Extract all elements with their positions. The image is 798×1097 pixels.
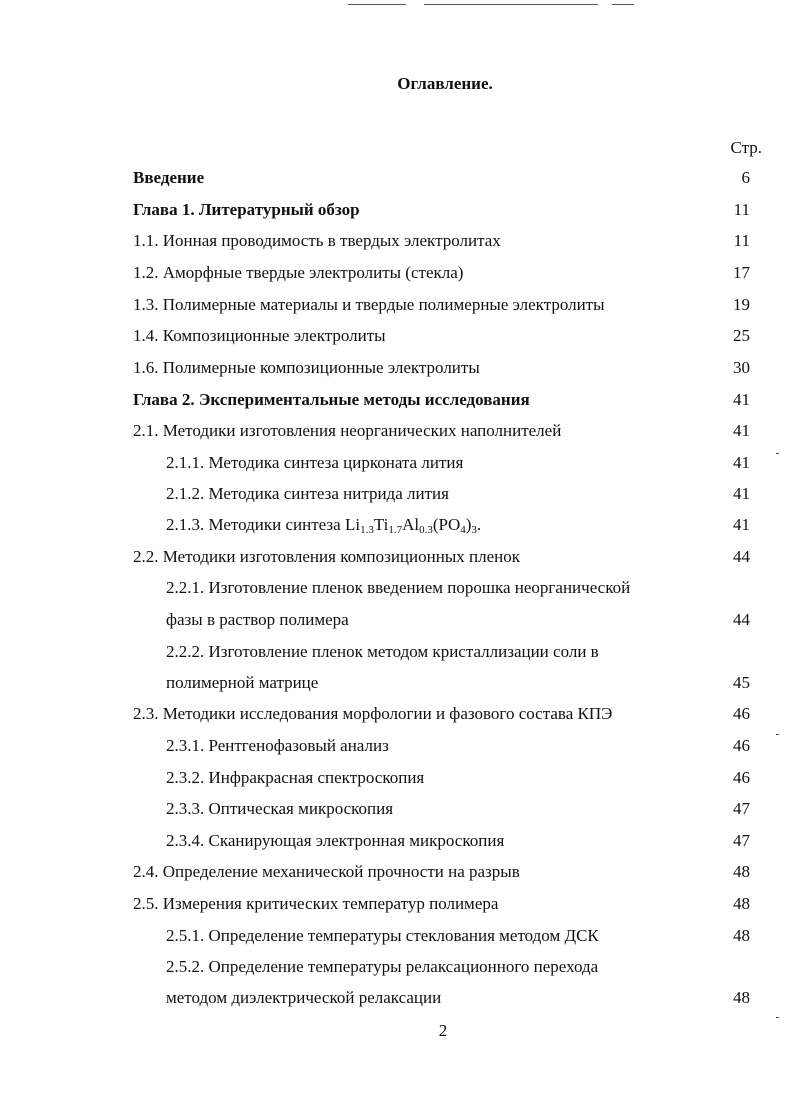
toc-entry-label: Глава 2. Экспериментальные методы исследования [133,390,530,409]
toc-entry-label: фазы в раствор полимера [166,610,349,629]
toc-entry-page: 41 [733,421,750,440]
toc-entry-label: 2.5.2. Определение температуры релаксационного перехода [166,957,599,976]
toc-entry-label: Глава 1. Литературный обзор [133,200,360,219]
toc-entry-2-2-1 [0,578,798,608]
toc-entry-page: 25 [733,326,750,345]
scan-artifact-line [348,4,406,5]
toc-entry-label: 1.1. Ионная проводимость в твердых электролитах [133,231,501,250]
toc-entry-label: методом диэлектрической релаксации [166,988,442,1007]
toc-entry-2-1-3 [0,515,798,545]
toc-entry-introduction [0,168,798,198]
toc-entry-2-2-1-continued [0,610,798,640]
toc-entry-label: Введение [133,168,205,187]
toc-entry-2-1-2 [0,484,798,514]
toc-entry-1-3 [0,295,798,325]
toc-entry-label-prefix: 2.1.3. Методики синтеза [166,515,345,534]
toc-entry-page: 46 [733,768,750,787]
toc-entry-2-5-2-continued [0,988,798,1018]
toc-entry-label: 2.1. Методики изготовления неорганических наполнителей [133,421,562,440]
toc-entry-1-4 [0,326,798,356]
scan-artifact-line [424,4,598,5]
toc-entry-2-2-2 [0,642,798,672]
toc-entry-label: 2.1.1. Методика синтеза цирконата лития [166,453,464,472]
toc-entry-label: 2.1.2. Методика синтеза нитрида лития [166,484,449,503]
toc-entry-page: 30 [733,358,750,377]
toc-entry-label: 2.4. Определение механической прочности на разрыв [133,862,520,881]
toc-entry-label: 2.5.1. Определение температуры стеклования методом ДСК [166,926,599,945]
toc-entry-2-1-1 [0,453,798,483]
toc-entry-2-3-1 [0,736,798,766]
toc-entry-label: 2.3.3. Оптическая микроскопия [166,799,394,818]
toc-entry-label: 1.2. Аморфные твердые электролиты (стекла) [133,263,464,282]
toc-entry-label: 2.3.1. Рентгенофазовый анализ [166,736,389,755]
toc-entry-2-5-1 [0,926,798,956]
scan-artifact-line [612,4,634,5]
toc-entry-2-5 [0,894,798,924]
toc-entry-page: 47 [733,831,750,850]
toc-entry-page: 44 [733,547,750,566]
toc-entry-label: 1.4. Композиционные электролиты [133,326,386,345]
toc-entry-2-2 [0,547,798,577]
toc-entry-chapter-1 [0,200,798,230]
page-column-header: Стр. [730,138,762,157]
toc-entry-page: 48 [733,926,750,945]
toc-entry-1-6 [0,358,798,388]
toc-entry-2-4 [0,862,798,892]
toc-entry-label: 2.5. Измерения критических температур полимера [133,894,499,913]
toc-entry-chapter-2 [0,390,798,420]
toc-entry-page: 11 [733,200,750,219]
toc-entry-page: 48 [733,988,750,1007]
toc-entry-page: 48 [733,894,750,913]
toc-entry-page: 6 [741,168,750,187]
toc-entry-2-3-4 [0,831,798,861]
toc-entry-page: 41 [733,390,750,409]
scan-speck [776,734,779,735]
toc-entry-label: 2.3.4. Сканирующая электронная микроскопия [166,831,505,850]
toc-entry-page: 48 [733,862,750,881]
toc-entry-page: 11 [733,231,750,250]
toc-entry-page: 19 [733,295,750,314]
toc-entry-page: 44 [733,610,750,629]
toc-entry-page: 46 [733,736,750,755]
toc-title: Оглавление. [397,74,493,93]
toc-entry-label: 1.3. Полимерные материалы и твердые полимерные электролиты [133,295,605,314]
toc-entry-label: 2.2. Методики изготовления композиционных пленок [133,547,520,566]
toc-entry-label: 2.3. Методики исследования морфологии и фазового состава КПЭ [133,704,613,723]
toc-entry-page: 46 [733,704,750,723]
toc-entry-1-2 [0,263,798,293]
page-number: 2 [438,1021,448,1040]
toc-entry-page: 45 [733,673,750,692]
chemical-formula: $Li_{1.3}Ti_{1.7}Al_{0.3}(PO_4)_3$. [344,515,482,536]
toc-entry-2-3-2 [0,768,798,798]
toc-entry-page: 41 [733,453,750,472]
toc-entry-label: полимерной матрице [166,673,319,692]
toc-entry-label [166,515,481,535]
toc-entry-label: 2.2.1. Изготовление пленок введением порошка неорганической [166,578,631,597]
toc-entry-label: 2.3.2. Инфракрасная спектроскопия [166,768,425,787]
toc-entry-page: 17 [733,263,750,282]
toc-entry-label: 2.2.2. Изготовление пленок методом кристаллизации соли в [166,642,599,661]
toc-entry-page: 47 [733,799,750,818]
toc-entry-2-3-3 [0,799,798,829]
toc-entry-2-5-2 [0,957,798,987]
toc-entry-page: 41 [733,515,750,534]
toc-entry-2-2-2-continued [0,673,798,703]
toc-entry-2-1 [0,421,798,451]
toc-entry-2-3 [0,704,798,734]
toc-entry-page: 41 [733,484,750,503]
toc-entry-1-1 [0,231,798,261]
toc-entry-label: 1.6. Полимерные композиционные электролиты [133,358,480,377]
